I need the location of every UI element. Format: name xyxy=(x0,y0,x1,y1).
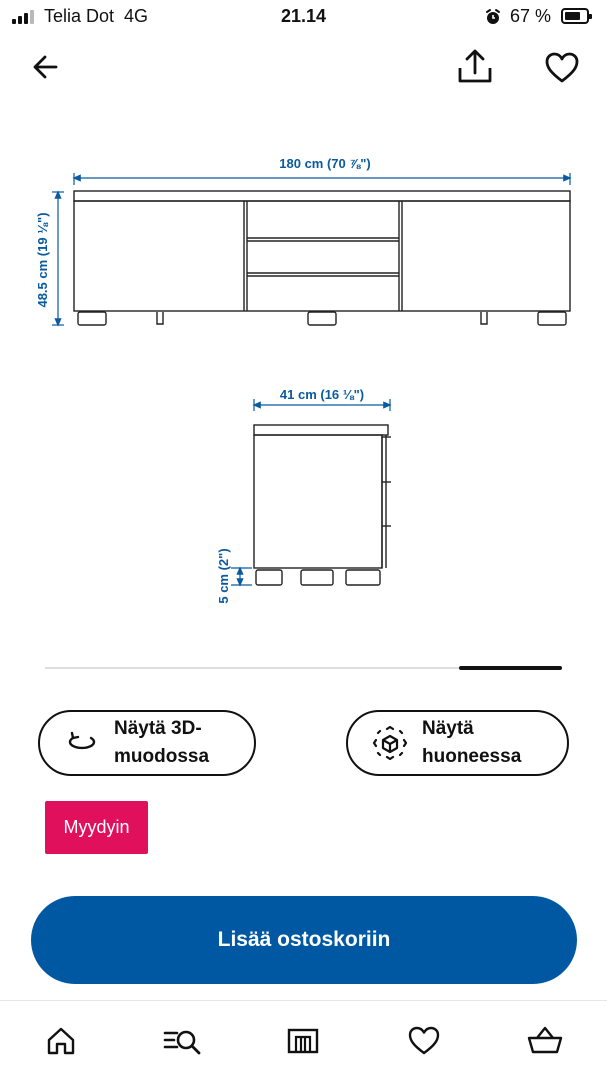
side-depth-label: 41 cm (16 ⅛") xyxy=(279,387,365,402)
store-icon[interactable] xyxy=(281,1019,325,1063)
best-seller-badge: Myydyin xyxy=(45,801,148,854)
share-icon[interactable] xyxy=(455,46,495,86)
view-3d-button[interactable] xyxy=(38,710,256,776)
bottom-tab-bar xyxy=(0,1000,607,1080)
battery-percent: 67 % xyxy=(510,6,552,26)
carousel-progress-indicator xyxy=(459,666,562,670)
tv-bench-side-view xyxy=(254,425,391,585)
augmented-reality-icon xyxy=(372,725,408,761)
view-in-room-button[interactable] xyxy=(346,710,569,776)
carrier-name: Telia Dot xyxy=(44,6,115,26)
front-height-label: 48.5 cm (19 ⅛") xyxy=(35,212,50,308)
search-icon[interactable] xyxy=(160,1019,204,1063)
network-type: 4G xyxy=(124,6,149,26)
heart-icon[interactable] xyxy=(542,48,582,88)
basket-icon[interactable] xyxy=(523,1019,567,1063)
tv-bench-front-view xyxy=(74,191,570,325)
view-in-room-label: Näytä huoneessa xyxy=(422,718,522,767)
alarm-icon xyxy=(484,8,502,26)
wishlist-icon[interactable] xyxy=(402,1019,446,1063)
add-to-cart-button[interactable]: Lisää ostoskoriin xyxy=(31,896,577,984)
front-width-label: 180 cm (70 ⅞") xyxy=(279,156,371,171)
product-dimension-drawing xyxy=(0,140,607,620)
rotate-3d-icon xyxy=(64,725,100,761)
home-icon[interactable] xyxy=(39,1019,83,1063)
top-nav xyxy=(0,46,607,90)
image-carousel-progress xyxy=(45,667,562,669)
status-bar xyxy=(0,0,607,34)
view-3d-label: Näytä 3D-muodossa xyxy=(114,718,210,767)
back-arrow-icon[interactable] xyxy=(26,46,66,86)
leg-height-label: 5 cm (2") xyxy=(216,548,231,604)
battery-icon xyxy=(561,8,589,24)
clock: 21.14 xyxy=(280,6,327,26)
